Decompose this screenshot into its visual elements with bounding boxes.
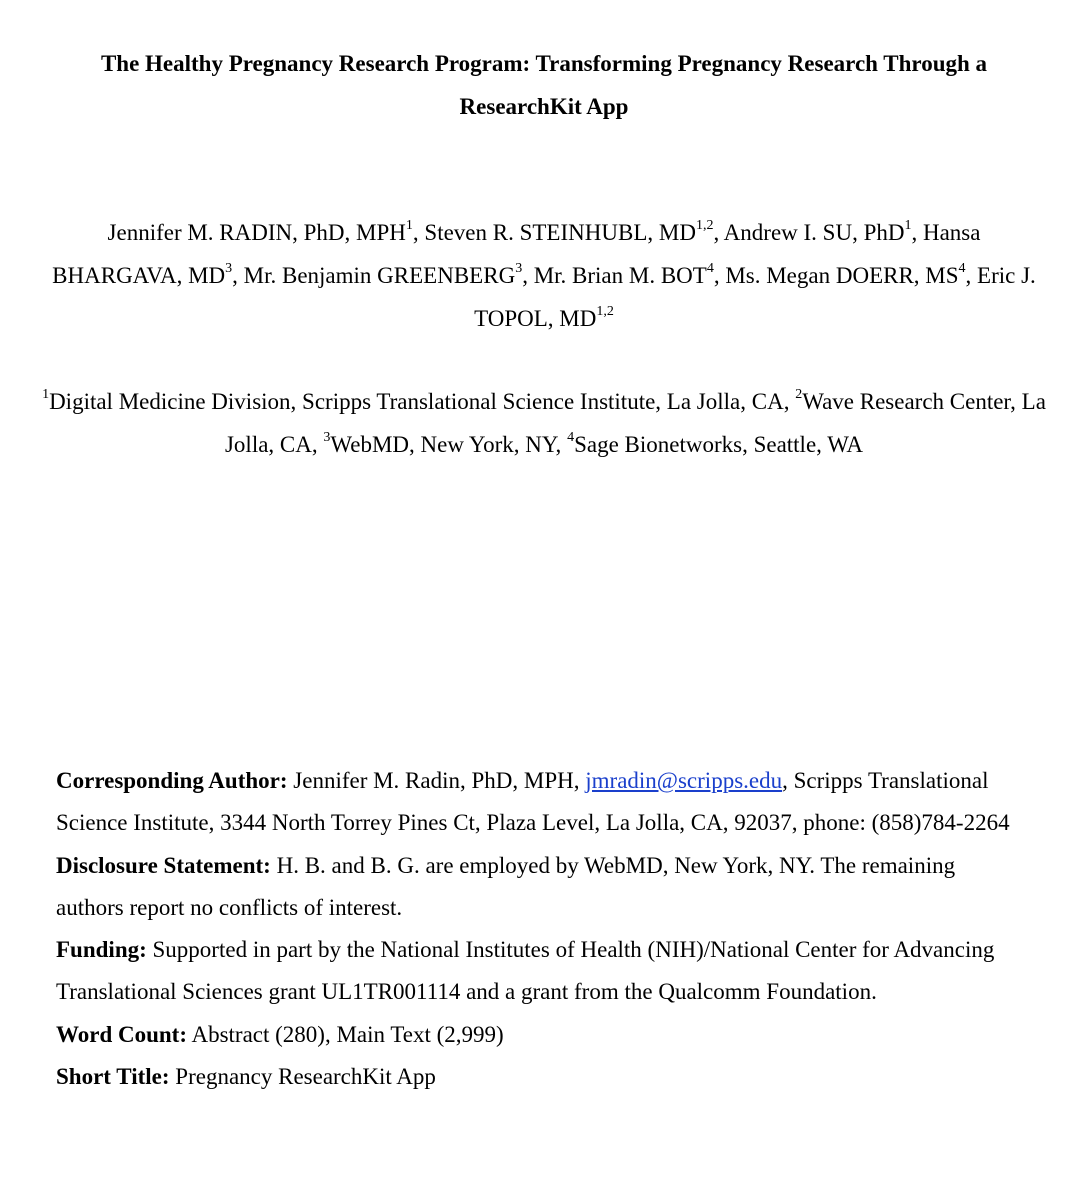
affiliation: $^4$Sage Bionetworks, Seattle, WA [567,430,864,457]
author: Andrew I. SU, PhD$^1$, [723,218,923,245]
word-count-label: Word Count: [56,1021,187,1047]
word-count: Word Count: Abstract (280), Main Text (2,999) [56,1021,504,1047]
author: Mr. Benjamin GREENBERG$^3$, [243,261,534,288]
corresponding-author: Corresponding Author: Jennifer M. Radin, PhD, MPH, jmradin@scripps.edu, Scripps Translational Science Institute, 3344 North Torrey Pines Ct, Plaza Level, La Jolla, CA, 92037, phone: (858)784-2264 [56,768,1010,836]
disclosure-statement: Disclosure Statement: H. B. and B. G. are employed by WebMD, New York, NY. The remaining authors report no conflicts of interest. [56,852,956,920]
funding-label: Funding: [56,937,147,963]
author: Eric J. TOPOL, MD$^{1,2}$ [474,263,1036,331]
short-title: Short Title: Pregnancy ResearchKit App [56,1064,436,1090]
affiliation: $^3$WebMD, New York, NY, [323,430,568,457]
author: Steven R. STEINHUBL, MD$^{1,2}$, [424,218,724,245]
disclosure-label: Disclosure Statement: [56,852,271,878]
email-link[interactable]: jmradin@scripps.edu [585,768,783,793]
author-list [40,211,1048,340]
article-info [56,760,1016,1098]
affiliation: $^2$Wave Research Center, La Jolla, CA, [224,387,1046,457]
author: Hansa BHARGAVA, $MD^3$, [52,220,981,288]
affiliation: $^1$Digital Medicine Division, Scripps Translational Science Institute, La Jolla, CA, [42,387,796,414]
author: Ms. Megan DOERR, $MS^4$, [725,261,978,288]
short-title-label: Short Title: [56,1064,170,1090]
author: Jennifer M. RADIN, PhD, MPH$^1$, [107,218,425,245]
corresponding-author-label: Corresponding Author: [56,768,288,793]
author: Mr. Brian M. BOT$^4$, [533,261,726,288]
paper-title: The Healthy Pregnancy Research Program: Transforming Pregnancy Research Through a ResearchKit App [100,51,988,119]
funding-statement: Funding: Supported in part by the National Institutes of Health (NIH)/National Center for Advancing Translational Sciences grant UL1TR001114 and a grant from the Qualcomm Foundation. [56,937,995,1005]
affiliation-list [40,380,1048,466]
